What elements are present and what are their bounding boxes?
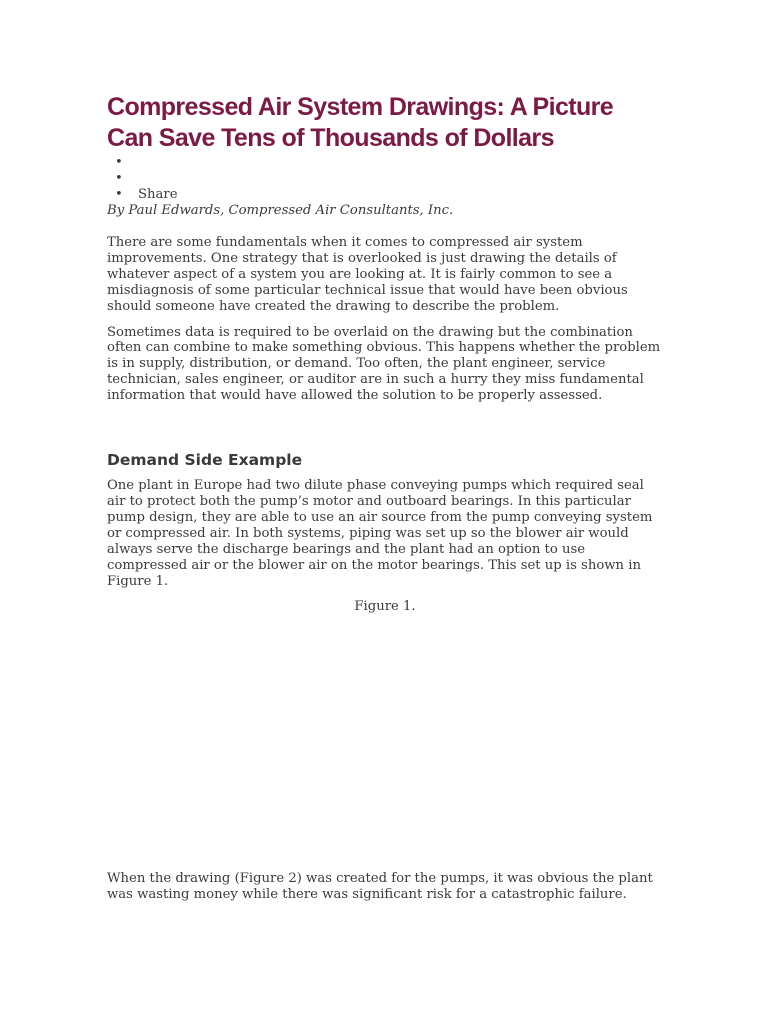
section-heading: Demand Side Example [107, 451, 303, 470]
figure-placeholder [107, 615, 663, 871]
overlay-paragraph: Sometimes data is required to be overlaid on the drawing but the combination often can combine to make something obvious. This happens whether the problem is in supply, distribution, or demand. Too often, the plant engineer, service technician, sales engineer, or auditor are in such a hurry they miss fundamental information that would have allowed the solution to be properly assessed. [107, 324, 661, 404]
share-item-share[interactable] [107, 187, 663, 203]
share-link[interactable]: Share [138, 187, 178, 202]
share-item-1[interactable] [107, 155, 663, 171]
intro-paragraph: There are some fundamentals when it comes to compressed air system improvements. One strategy that is overlooked is just drawing the details of whatever aspect of a system you are looking at. It is fairly common to see a misdiagnosis of some particular technical issue that would have been obvious should someone have created the drawing to describe the problem. [107, 235, 628, 314]
article-title: Compressed Air System Drawings: A Picture Can Save Tens of Thousands of Dollars [107, 93, 614, 152]
article [107, 92, 663, 903]
byline: By Paul Edwards, Compressed Air Consultants, Inc. [107, 203, 454, 218]
bullet-icon: • [115, 171, 123, 186]
share-list [107, 155, 663, 203]
closing-paragraph: When the drawing (Figure 2) was created for the pumps, it was obvious the plant was wasting money while there was significant risk for a catastrophic failure. [107, 871, 653, 903]
share-item-2[interactable] [107, 171, 663, 187]
bullet-icon: • [115, 187, 123, 202]
demand-paragraph: One plant in Europe had two dilute phase conveying pumps which required seal air to protect both the pump’s motor and outboard bearings. In this particular pump design, they are able to use an air source from the pump conveying system or compressed air. In both systems, piping was set up so the blower air would always serve the discharge bearings and the plant had an option to use compressed air or the blower air on the motor bearings. This set up is shown in Figure 1. [107, 478, 653, 589]
figure-caption: Figure 1. [354, 599, 416, 615]
bullet-icon: • [115, 155, 123, 170]
